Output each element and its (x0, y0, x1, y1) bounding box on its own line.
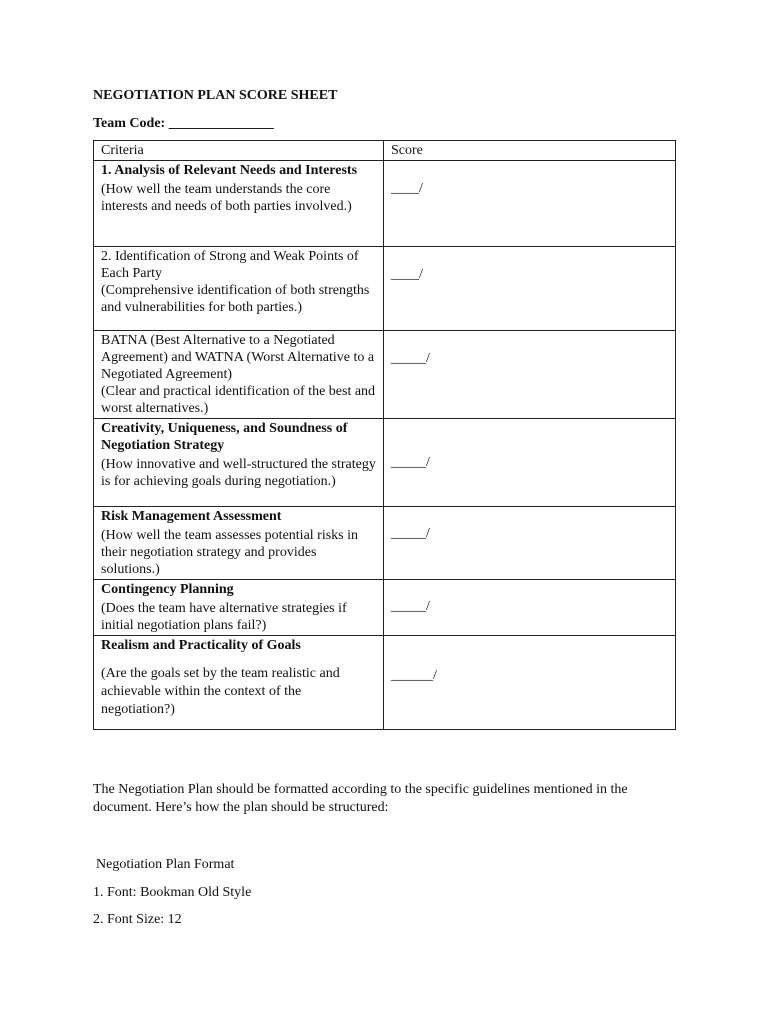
table-row (94, 331, 676, 419)
score-cell (384, 419, 676, 507)
score-cell (384, 331, 676, 419)
table-row (94, 636, 676, 730)
table-row (94, 507, 676, 580)
criteria-description: (Does the team have alternative strategies if initial negotiation plans fail?) (101, 601, 347, 633)
score-blank: ______/ (391, 668, 437, 683)
criteria-title: Risk Management Assessment (101, 509, 282, 524)
document-title: NEGOTIATION PLAN SCORE SHEET (93, 88, 338, 103)
criteria-cell (94, 247, 384, 331)
score-blank: _____/ (391, 351, 430, 366)
score-header: Score (384, 141, 676, 161)
score-cell (384, 636, 676, 730)
format-item-font: 1. Font: Bookman Old Style (93, 885, 252, 900)
table-header-row (94, 141, 676, 161)
score-table (93, 140, 676, 730)
format-title: Negotiation Plan Format (96, 857, 235, 872)
format-item-font-size: 2. Font Size: 12 (93, 912, 182, 927)
criteria-cell (94, 507, 384, 580)
score-blank: ____/ (391, 267, 423, 282)
score-blank: _____/ (391, 599, 430, 614)
criteria-title: Realism and Practicality of Goals (101, 638, 301, 653)
criteria-header: Criteria (94, 141, 384, 161)
team-code-field: Team Code: _______________ (93, 116, 274, 131)
criteria-title: Contingency Planning (101, 582, 234, 597)
table-row (94, 247, 676, 331)
score-blank: _____/ (391, 455, 430, 470)
criteria-description: (Clear and practical identification of the best and worst alternatives.) (101, 384, 376, 416)
table-row (94, 419, 676, 507)
table-row (94, 161, 676, 247)
criteria-title: 2. Identification of Strong and Weak Points of Each Party (101, 249, 359, 281)
score-cell (384, 161, 676, 247)
score-blank: _____/ (391, 526, 430, 541)
criteria-cell (94, 580, 384, 636)
criteria-cell (94, 331, 384, 419)
score-cell (384, 580, 676, 636)
criteria-description: (How innovative and well-structured the strategy is for achieving goals during negotiation.) (101, 457, 376, 489)
criteria-title: BATNA (Best Alternative to a Negotiated Agreement) and WATNA (Worst Alternative to a Negotiated Agreement) (101, 333, 375, 382)
score-blank: ____/ (391, 181, 423, 196)
score-cell (384, 507, 676, 580)
format-guidelines-paragraph: The Negotiation Plan should be formatted according to the specific guidelines mentioned in the document. Here’s how the plan should be structured: (93, 782, 628, 815)
criteria-title: Creativity, Uniqueness, and Soundness of Negotiation Strategy (101, 421, 348, 453)
score-cell (384, 247, 676, 331)
criteria-cell (94, 636, 384, 730)
criteria-cell (94, 161, 384, 247)
criteria-description: (Comprehensive identification of both strengths and vulnerabilities for both parties.) (101, 283, 370, 315)
criteria-description: (How well the team understands the core interests and needs of both parties involved.) (101, 182, 352, 214)
criteria-description: (How well the team assesses potential risks in their negotiation strategy and provides solutions.) (101, 528, 359, 577)
score-sheet-section (93, 86, 675, 730)
table-row (94, 580, 676, 636)
criteria-title: 1. Analysis of Relevant Needs and Interests (101, 163, 358, 178)
criteria-description: (Are the goals set by the team realistic and achievable within the context of the negotiation?) (101, 666, 340, 717)
criteria-cell (94, 419, 384, 507)
